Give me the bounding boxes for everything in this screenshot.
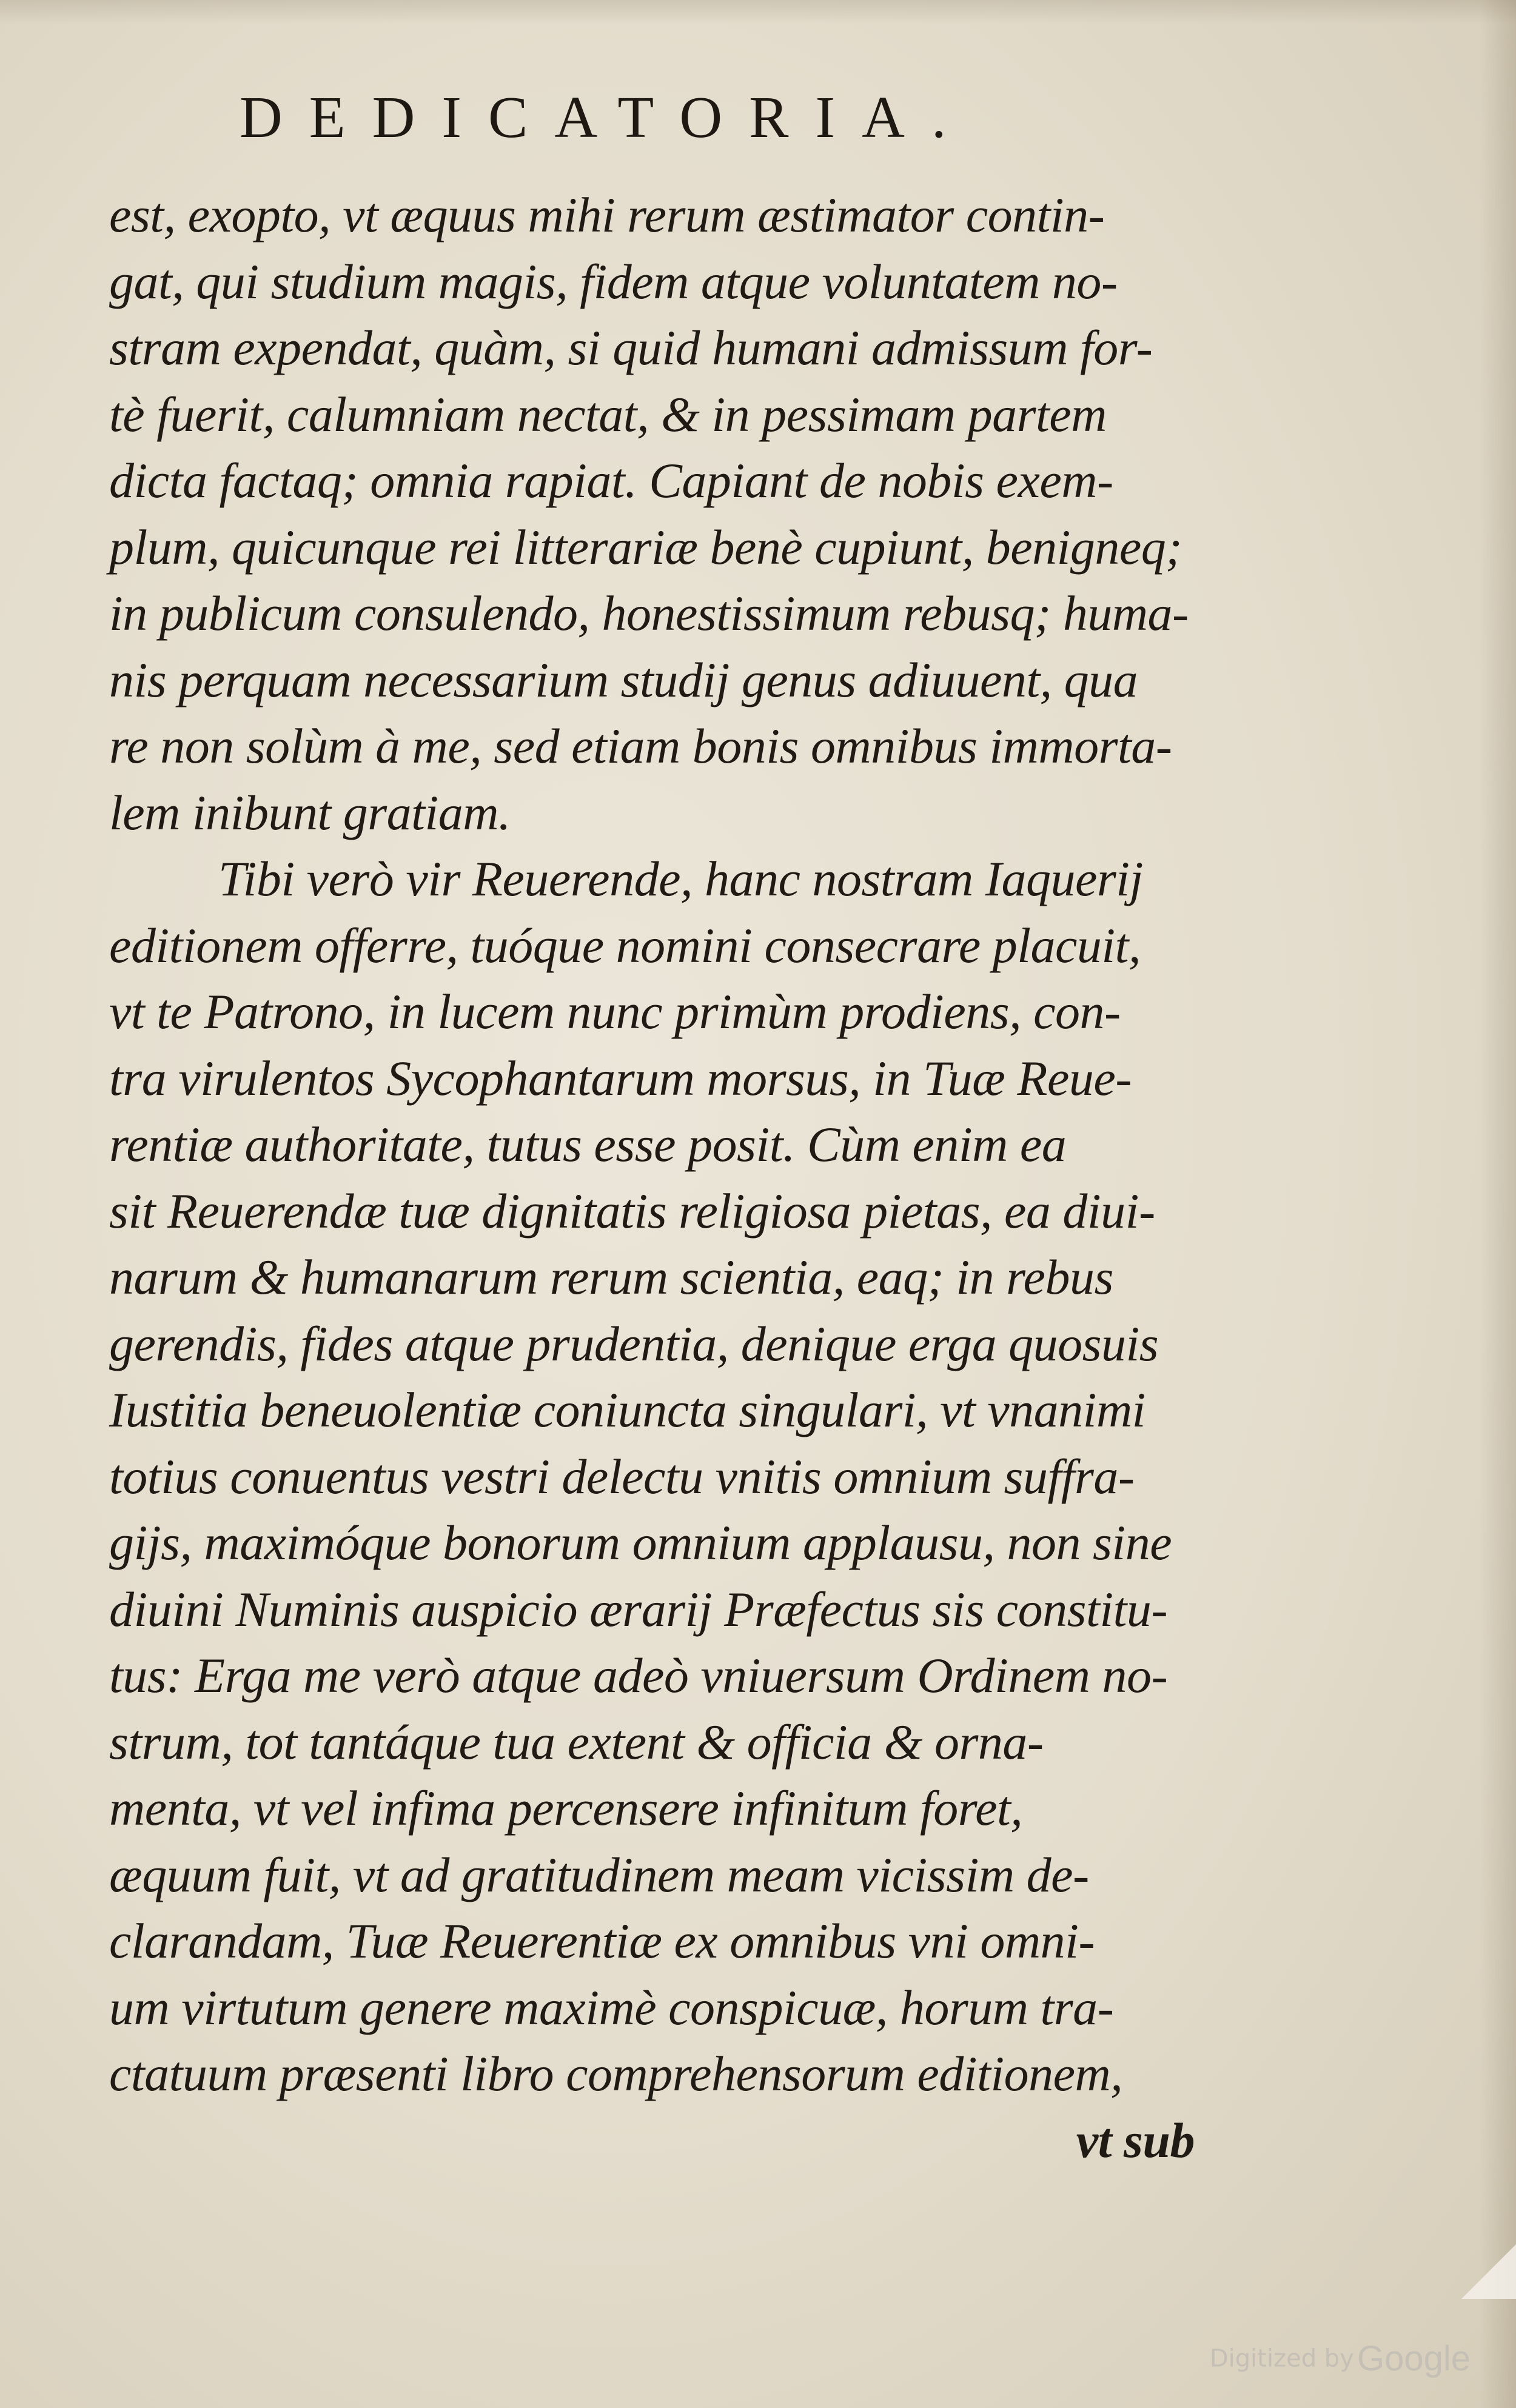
text-line: stram expendat, quàm, si quid humani admissum for-	[109, 320, 1153, 375]
body-text	[109, 182, 1201, 2173]
text-line: sit Reuerendæ tuæ dignitatis religiosa pietas, ea diui-	[109, 1183, 1155, 1239]
text-line: est, exopto, vt æquus mihi rerum æstimator contin-	[109, 187, 1105, 242]
catchword: vt sub	[1076, 2112, 1195, 2168]
text-line: menta, vt vel infima percensere infinitum foret,	[109, 1781, 1023, 1836]
page-edge-shadow-top	[0, 0, 1516, 24]
text-line: nis perquam necessarium studij genus adiuuent, qua	[109, 652, 1138, 707]
text-line: tus: Erga me verò atque adeò vniuersum Ordinem no-	[109, 1648, 1168, 1703]
text-line: gijs, maximóque bonorum omnium applausu, non sine	[109, 1515, 1172, 1570]
text-line: gerendis, fides atque prudentia, denique erga quosuis	[109, 1316, 1159, 1371]
page-edge-shadow-right	[1480, 0, 1516, 2408]
text-line: æquum fuit, vt ad gratitudinem meam vicissim de-	[109, 1847, 1089, 1902]
text-line: vt te Patrono, in lucem nunc primùm prodiens, con-	[109, 984, 1121, 1039]
text-line: diuini Numinis auspicio ærarij Præfectus sis constitu-	[109, 1581, 1168, 1637]
running-head: DEDICATORIA.	[240, 85, 973, 150]
text-line: lem inibunt gratiam.	[109, 784, 511, 840]
text-line: strum, tot tantáque tua extent & officia & orna-	[109, 1714, 1044, 1770]
text-line: re non solùm à me, sed etiam bonis omnibus immorta-	[109, 718, 1172, 774]
text-line: tè fuerit, calumniam nectat, & in pessimam partem	[109, 386, 1107, 442]
text-line: um virtutum genere maximè conspicuæ, horum tra-	[109, 1979, 1114, 2035]
digitized-watermark	[1210, 2338, 1471, 2379]
text-line: Iustitia beneuolentiæ coniuncta singulari, vt vnanimi	[109, 1382, 1145, 1437]
text-line: totius conuentus vestri delectu vnitis omnium suffra-	[109, 1448, 1135, 1504]
paragraph-start-line: Tibi verò vir Reuerende, hanc nostram Iaquerij	[218, 851, 1143, 906]
text-line: gat, qui studium magis, fidem atque voluntatem no-	[109, 253, 1118, 309]
text-line: editionem offerre, tuóque nomini consecrare placuit,	[109, 917, 1141, 973]
text-line: plum, quicunque rei litterariæ benè cupiunt, benigneq;	[109, 519, 1182, 575]
watermark-brand: Google	[1357, 2339, 1471, 2378]
text-line: narum & humanarum rerum scientia, eaq; in rebus	[109, 1249, 1113, 1305]
text-line: clarandam, Tuæ Reuerentiæ ex omnibus vni omni-	[109, 1913, 1095, 1968]
page-corner-fold	[1461, 2244, 1516, 2299]
text-line: dicta factaq; omnia rapiat. Capiant de nobis exem-	[109, 453, 1113, 508]
watermark-prefix: Digitized by	[1209, 2344, 1354, 2373]
text-line: tra virulentos Sycophantarum morsus, in Tuæ Reue-	[109, 1050, 1132, 1106]
text-line: in publicum consulendo, honestissimum rebusq; huma-	[109, 586, 1189, 641]
text-line: rentiæ authoritate, tutus esse posit. Cùm enim ea	[109, 1117, 1067, 1172]
text-line: ctatuum præsenti libro comprehensorum editionem,	[109, 2046, 1123, 2101]
